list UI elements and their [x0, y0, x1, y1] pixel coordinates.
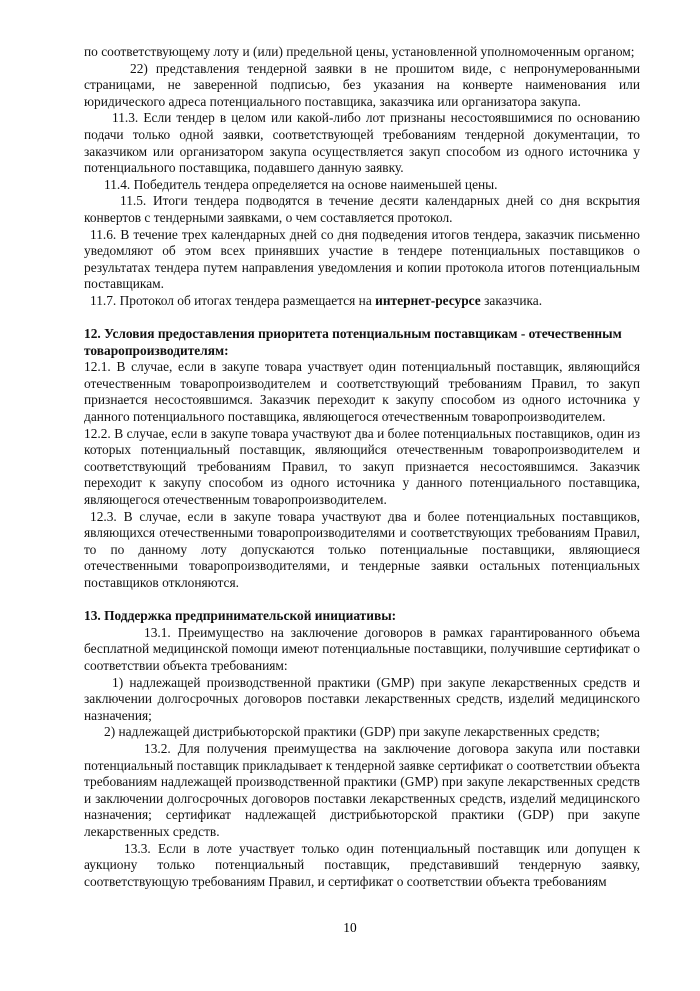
paragraph-11-7-text-a: 11.7. Протокол об итогах тендера размещается на: [90, 292, 376, 308]
paragraph-11-4: 11.4. Победитель тендера определяется на основе наименьшей цены.: [104, 176, 498, 192]
paragraph-13-1-item-1: 1) надлежащей производственной практики (GMP) при закупе лекарственных средств и заключении долгосрочных договоров поставки лекарственных средств, изделий медицинского назначения;: [84, 674, 640, 723]
paragraph-13-1-item-2: 2) надлежащей дистрибьюторской практики (GDP) при закупе лекарственных средств;: [104, 724, 600, 740]
paragraph-13-3: 13.3. Если в лоте участвует только один потенциальный поставщик или допущен к аукциону только потенциальный поставщик, представивший тендерную заявку, соответствующую требованиям Правил, и сертификат о соответствии объекта требованиям: [84, 840, 640, 889]
paragraph-12-3: 12.3. В случае, если в закупе товара участвуют два и более потенциальных поставщиков, являющихся отечественными товаропроизводителями и соответствующих требованиям Правил, то по данному лоту допускаются только потенциальные поставщики, являющиеся отечественными товаропроизводителями, и тендерные заявки остальных потенциальных поставщиков отклоняются.: [84, 508, 640, 590]
paragraph-11-3: 11.3. Если тендер в целом или какой-либо лот признаны несостоявшимися по основанию подачи только одной заявки, соответствующей требованиям тендерной документации, то заказчиком или организатором закупа осуществляется закуп способом из одного источника у потенциального поставщика, подавшего данную заявку.: [84, 110, 640, 176]
paragraph-13-1: 13.1. Преимущество на заключение договоров в рамках гарантированного объема бесплатной медицинской помощи имеют потенциальные поставщики, получившие сертификат о соответствии объекта требованиям:: [84, 624, 640, 673]
paragraph-12-1: 12.1. В случае, если в закупе товара участвует один потенциальный поставщик, являющийся отечественным товаропроизводителем и соответствующий требованиям Правил, то закуп признается несостоявшимся. Заказчик переходит к закупу способом из одного источника у данного потенциального поставщика, являющегося отечественным товаропроизводителем.: [84, 359, 640, 425]
section-12-heading: 12. Условия предоставления приоритета потенциальным поставщикам - отечественным товаропроизводителям:: [84, 326, 622, 358]
paragraph-13-2: 13.2. Для получения преимущества на заключение договора закупа или поставки потенциальный поставщик прикладывает к тендерной заявке сертификат о соответствии объекта требованиям надлежащей производственной практики (GMP) при закупе лекарственных средств и заключении долгосрочных договоров поставки лекарственных средств, изделий медицинского назначения; сертификат надлежащей дистрибьюторской практики (GDP) при закупе лекарственных средств.: [84, 740, 640, 839]
paragraph-11-7-text-c: заказчика.: [480, 292, 543, 308]
paragraph-lot: по соответствующему лоту и (или) предельной цены, установленной уполномоченным органом;: [84, 44, 635, 59]
section-13-heading: 13. Поддержка предпринимательской инициативы:: [84, 608, 397, 624]
paragraph-12-2: 12.2. В случае, если в закупе товара участвуют два и более потенциальных поставщиков, один из которых потенциальный поставщик, являющийся отечественным товаропроизводителем и соответствующий требованиям Правил, то закуп признается несостоявшимся. Заказчик переходит к закупу способом из одного источника у данного потенциального поставщика, являющегося отечественным товаропроизводителем.: [84, 425, 640, 508]
spacer: [84, 310, 640, 327]
paragraph-22: 22) представления тендерной заявки в не прошитом виде, с непронумерованными страницами, не заверенной подписью, без указания на конверте наименования или юридического адреса потенциального поставщика, заказчика или организатора закупа.: [84, 60, 640, 109]
paragraph-11-7: [84, 293, 640, 310]
paragraph-11-6: 11.6. В течение трех календарных дней со дня подведения итогов тендера, заказчик письменно уведомляют об этом всех принявших участие в тендере потенциальных поставщиков о результатах тендера путем направления уведомления и копии протокола итогов потенциальным поставщикам.: [84, 226, 640, 292]
spacer: [84, 592, 640, 609]
internet-resource-bold: интернет-ресурсе: [375, 292, 481, 308]
paragraph-11-5: 11.5. Итоги тендера подводятся в течение десяти календарных дней со дня вскрытия конвертов с тендерными заявками, о чем составляется протокол.: [84, 193, 640, 225]
page-number: 10: [343, 920, 357, 935]
